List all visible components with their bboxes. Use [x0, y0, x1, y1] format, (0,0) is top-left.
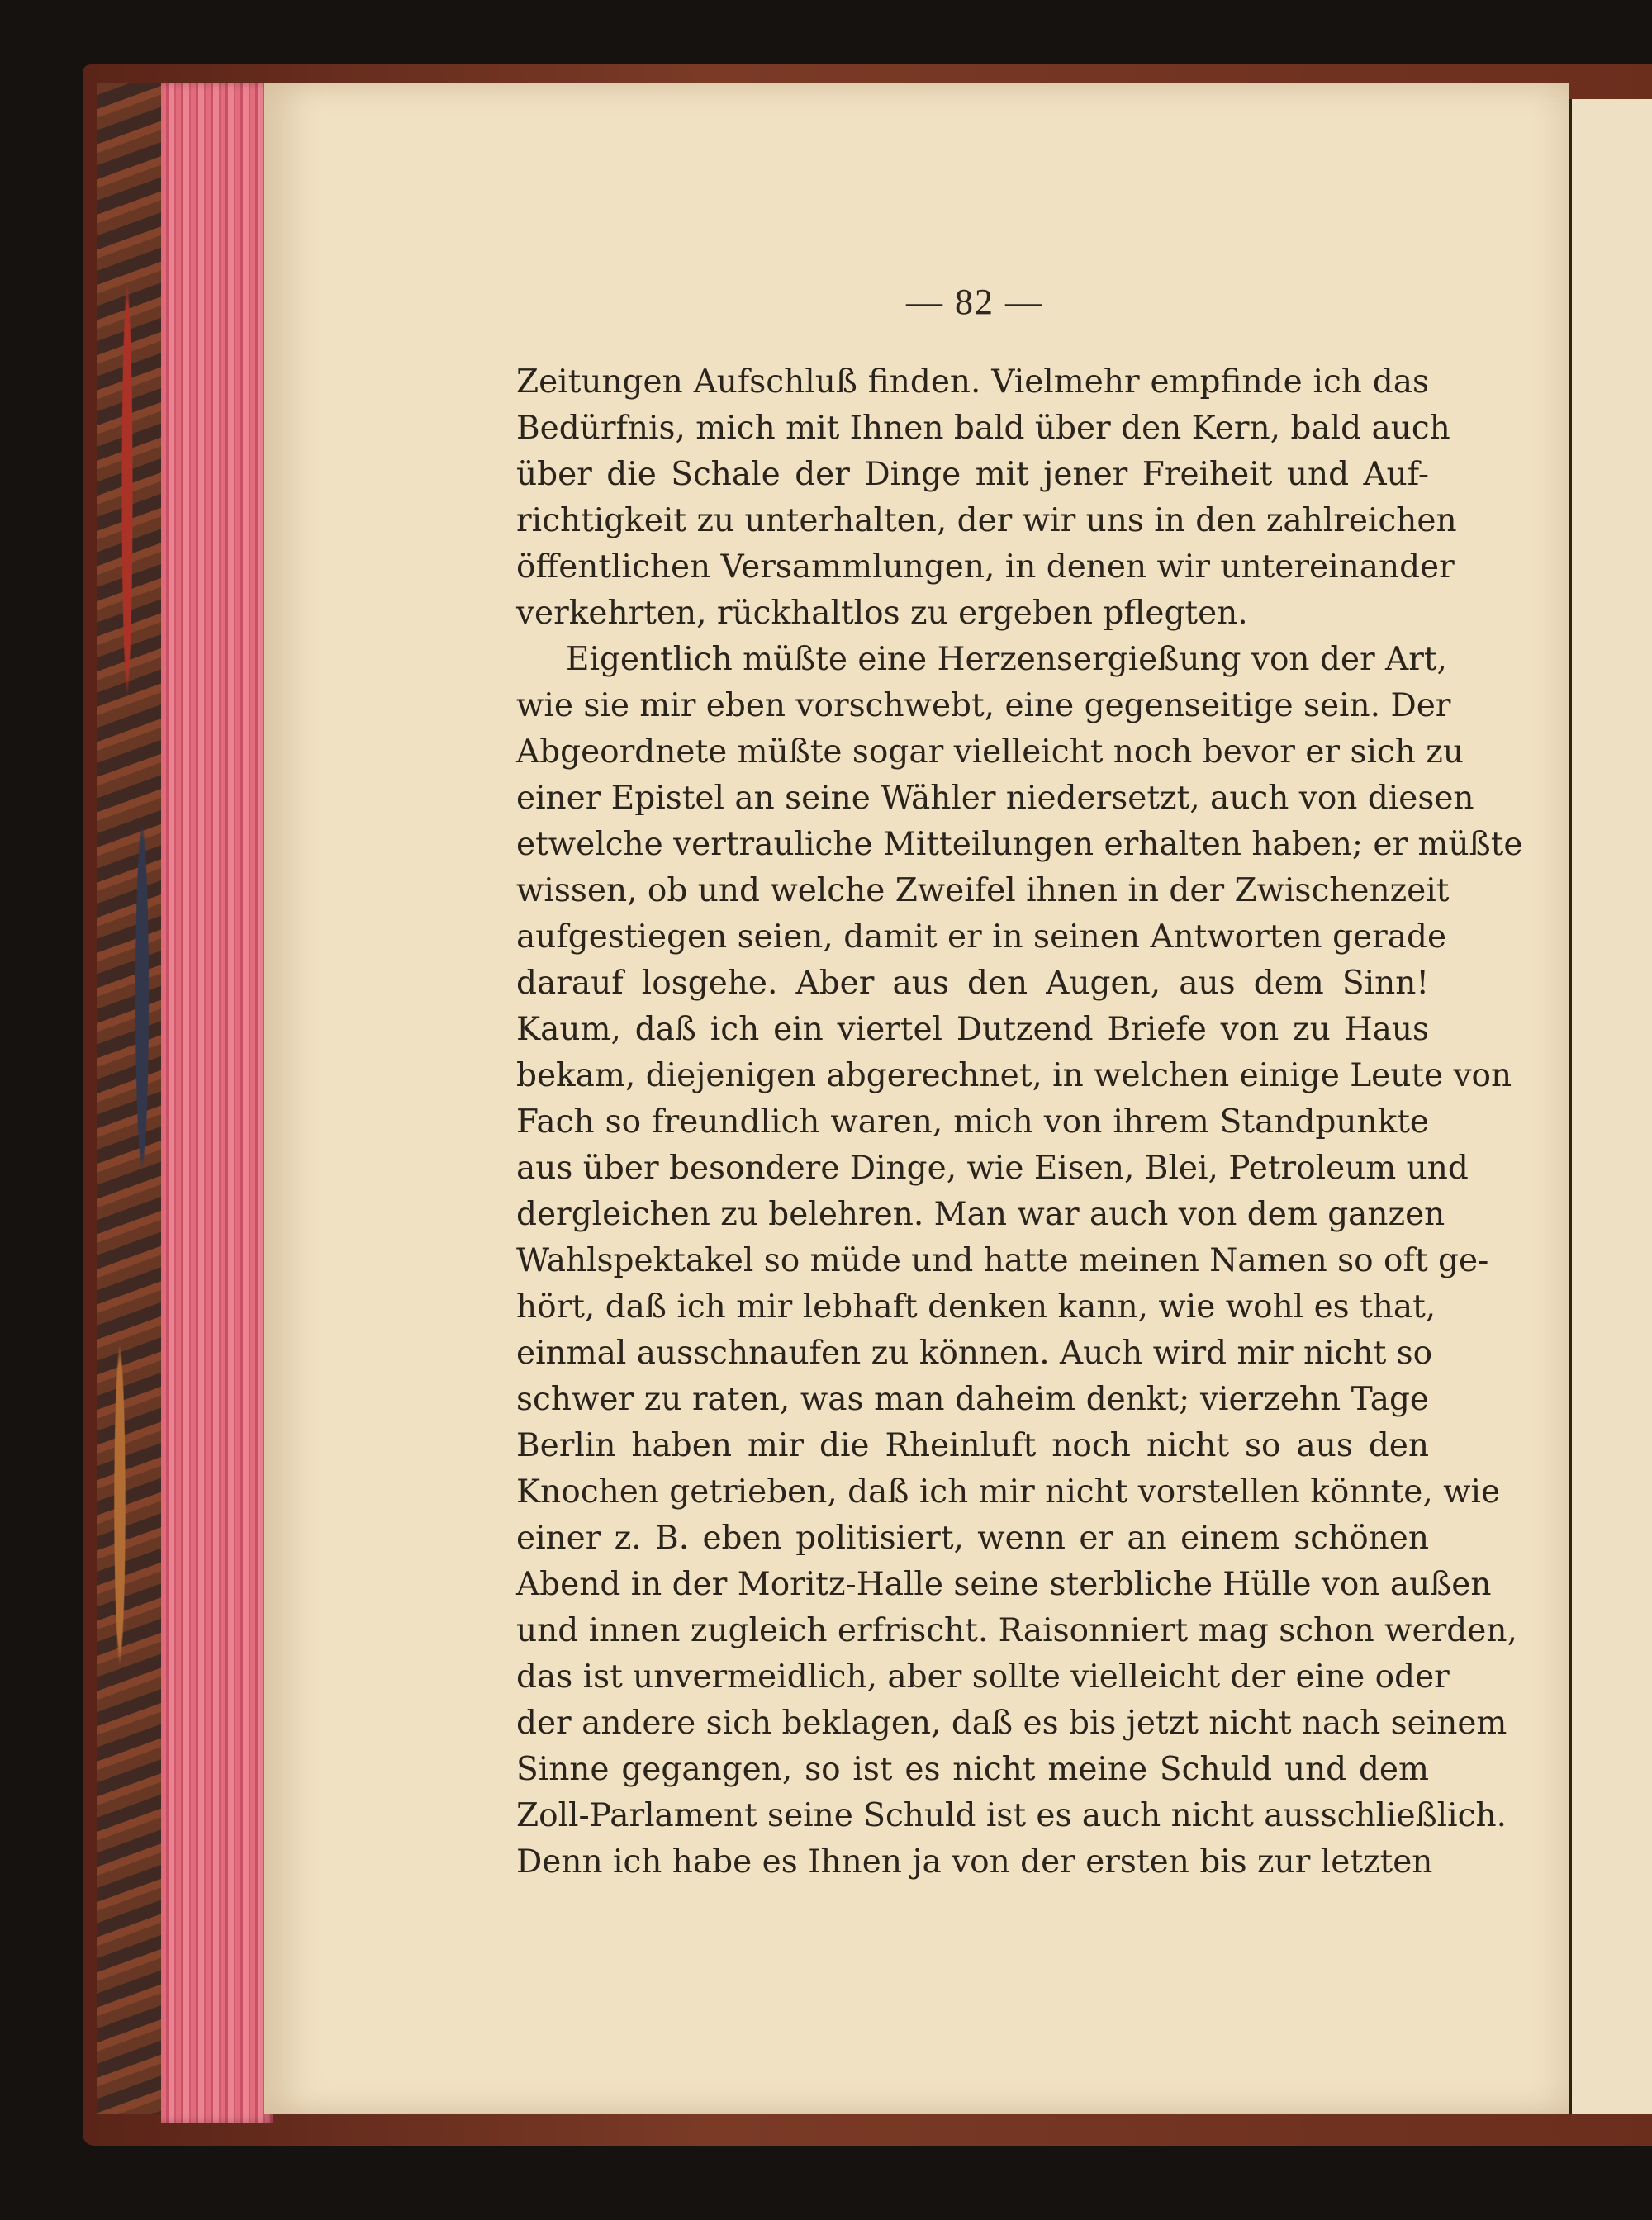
text-line: schwer zu raten, was man daheim denkt; vierzehn Tage	[516, 1381, 1429, 1418]
text-line: Bedürfnis, mich mit Ihnen bald über den Kern, bald auch	[516, 410, 1450, 447]
page-number: — 82 —	[906, 282, 1043, 322]
text-line: bekam, diejenigen abgerechnet, in welchen einige Leute von	[516, 1057, 1512, 1094]
text-line: öffentlichen Versammlungen, in denen wir untereinander	[516, 548, 1455, 586]
text-line: Zoll-Parlament seine Schuld ist es auch nicht ausschließlich.	[516, 1797, 1507, 1834]
body-text	[516, 359, 1523, 1886]
text-line: einer z. B. eben politisiert, wenn er an einem schönen	[516, 1520, 1429, 1557]
text-line: wie sie mir eben vorschwebt, eine gegenseitige sein. Der	[516, 687, 1451, 724]
text-line: darauf losgehe. Aber aus den Augen, aus dem Sinn!	[516, 965, 1429, 1002]
text-line: der andere sich beklagen, daß es bis jetzt nicht nach seinem	[516, 1705, 1507, 1742]
facing-page-edge	[1569, 99, 1652, 2114]
text-line: Wahlspektakel so müde und hatte meinen Namen so oft ge-	[516, 1242, 1489, 1279]
text-line: etwelche vertrauliche Mitteilungen erhalten haben; er müßte	[516, 826, 1523, 863]
text-line: aus über besondere Dinge, wie Eisen, Blei, Petroleum und	[516, 1150, 1469, 1187]
text-line: einmal ausschnaufen zu können. Auch wird mir nicht so	[516, 1335, 1433, 1372]
text-line: aufgestiegen seien, damit er in seinen Antworten gerade	[516, 918, 1447, 956]
text-line: Abend in der Moritz-Halle seine sterbliche Hülle von außen	[516, 1566, 1492, 1603]
text-line: Berlin haben mir die Rheinluft noch nicht so aus den	[516, 1427, 1429, 1464]
text-line: Knochen getrieben, daß ich mir nicht vorstellen könnte, wie	[516, 1473, 1501, 1511]
text-line: Abgeordnete müßte sogar vielleicht noch bevor er sich zu	[516, 733, 1464, 771]
text-line: Denn ich habe es Ihnen ja von der ersten bis zur letzten	[516, 1843, 1433, 1881]
text-line: einer Epistel an seine Wähler niedersetzt, auch von diesen	[516, 780, 1474, 817]
text-line: Fach so freundlich waren, mich von ihrem Standpunkte	[516, 1103, 1429, 1141]
text-line: hört, daß ich mir lebhaft denken kann, wie wohl es that,	[516, 1288, 1436, 1326]
page-edges	[161, 83, 273, 2123]
text-line: Sinne gegangen, so ist es nicht meine Schuld und dem	[516, 1751, 1429, 1788]
text-line: das ist unvermeidlich, aber sollte vielleicht der eine oder	[516, 1658, 1450, 1696]
text-line: über die Schale der Dinge mit jener Freiheit und Auf-	[516, 456, 1429, 493]
text-line: und innen zugleich erfrischt. Raisonniert mag schon werden,	[516, 1612, 1517, 1649]
text-line: Zeitungen Aufschluß finden. Vielmehr empfinde ich das	[516, 363, 1429, 401]
text-line: richtigkeit zu unterhalten, der wir uns in den zahlreichen	[516, 502, 1457, 539]
text-line: dergleichen zu belehren. Man war auch von dem ganzen	[516, 1196, 1446, 1233]
text-line: Eigentlich müßte eine Herzensergießung von der Art,	[566, 641, 1447, 678]
text-line: Kaum, daß ich ein viertel Dutzend Briefe von zu Haus	[516, 1011, 1429, 1048]
text-line: verkehrten, rückhaltlos zu ergeben pflegten.	[516, 595, 1248, 632]
text-line: wissen, ob und welche Zweifel ihnen in der Zwischenzeit	[516, 872, 1450, 909]
